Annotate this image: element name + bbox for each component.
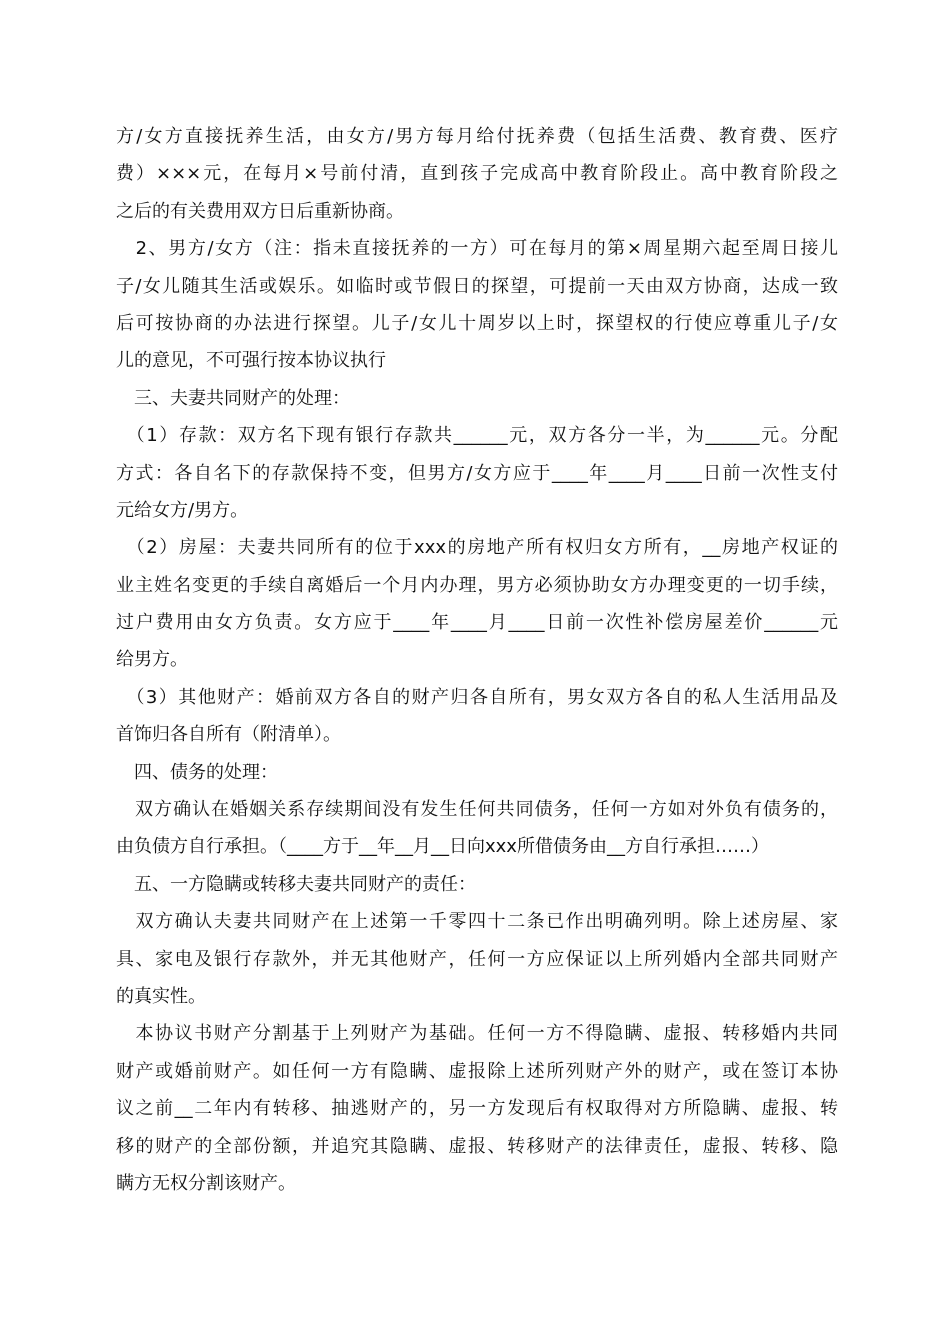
text-line: 由负债方自行承担。（____方于__年__月__日向xxx所借债务由__方自行承担……） [116, 836, 769, 858]
text-line: 三、夫妻共同财产的处理： [116, 387, 350, 409]
text-line: 财产或婚前财产。如任何一方有隐瞒、虚报除上述所列财产外的财产，或在签订本协 [116, 1060, 838, 1082]
text-line: 子/女儿随其生活或娱乐。如临时或节假日的探望，可提前一天由双方协商，达成一致 [116, 275, 838, 297]
text-line: 本协议书财产分割基于上列财产为基础。任何一方不得隐瞒、虚报、转移婚内共同 [116, 1023, 838, 1045]
text-line: 具、家电及银行存款外，并无其他财产，任何一方应保证以上所列婚内全部共同财产 [116, 948, 838, 970]
text-line: 的真实性。 [116, 985, 206, 1007]
text-line: 方式：各自名下的存款保持不变，但男方/女方应于____年____月____日前一次性支付 [116, 462, 838, 484]
text-line: 四、债务的处理： [116, 761, 278, 783]
text-line: 瞒方无权分割该财产。 [116, 1172, 296, 1194]
text-line: （1）存款：双方名下现有银行存款共______元，双方各分一半，为______元。分配 [116, 425, 838, 447]
text-line: 业主姓名变更的手续自离婚后一个月内办理，男方必须协助女方办理变更的一切手续， [116, 574, 838, 596]
document-page [116, 118, 838, 1202]
text-line: 议之前__二年内有转移、抽逃财产的，另一方发现后有权取得对方所隐瞒、虚报、转 [116, 1098, 838, 1120]
text-line: 后可按协商的办法进行探望。儿子/女儿十周岁以上时，探望权的行使应尊重儿子/女 [116, 312, 838, 334]
text-line: （2）房屋：夫妻共同所有的位于xxx的房地产所有权归女方所有，__房地产权证的 [116, 537, 838, 559]
text-line: （3）其他财产：婚前双方各自的财产归各自所有，男女双方各自的私人生活用品及 [116, 686, 838, 708]
text-line: 方/女方直接抚养生活，由女方/男方每月给付抚养费（包括生活费、教育费、医疗 [116, 126, 838, 147]
text-line: 2、男方/女方（注：指未直接抚养的一方）可在每月的第×周星期六起至周日接儿 [116, 238, 838, 260]
text-line: 五、一方隐瞒或转移夫妻共同财产的责任： [116, 873, 476, 895]
text-line: 给男方。 [116, 649, 188, 671]
text-line: 双方确认在婚姻关系存续期间没有发生任何共同债务，任何一方如对外负有债务的， [116, 799, 838, 821]
text-line: 儿的意见，不可强行按本协议执行 [116, 350, 386, 372]
text-line: 过户费用由女方负责。女方应于____年____月____日前一次性补偿房屋差价______元 [116, 612, 838, 634]
text-line: 费）×××元，在每月×号前付清，直到孩子完成高中教育阶段止。高中教育阶段之 [116, 163, 838, 185]
text-line: 双方确认夫妻共同财产在上述第一千零四十二条已作出明确列明。除上述房屋、家 [116, 911, 838, 933]
text-line: 之后的有关费用双方日后重新协商。 [116, 200, 404, 222]
text-line: 首饰归各自所有（附清单）。 [116, 724, 341, 746]
text-line: 元给女方/男方。 [116, 499, 249, 521]
text-line: 移的财产的全部份额，并追究其隐瞒、虚报、转移财产的法律责任，虚报、转移、隐 [116, 1135, 838, 1157]
